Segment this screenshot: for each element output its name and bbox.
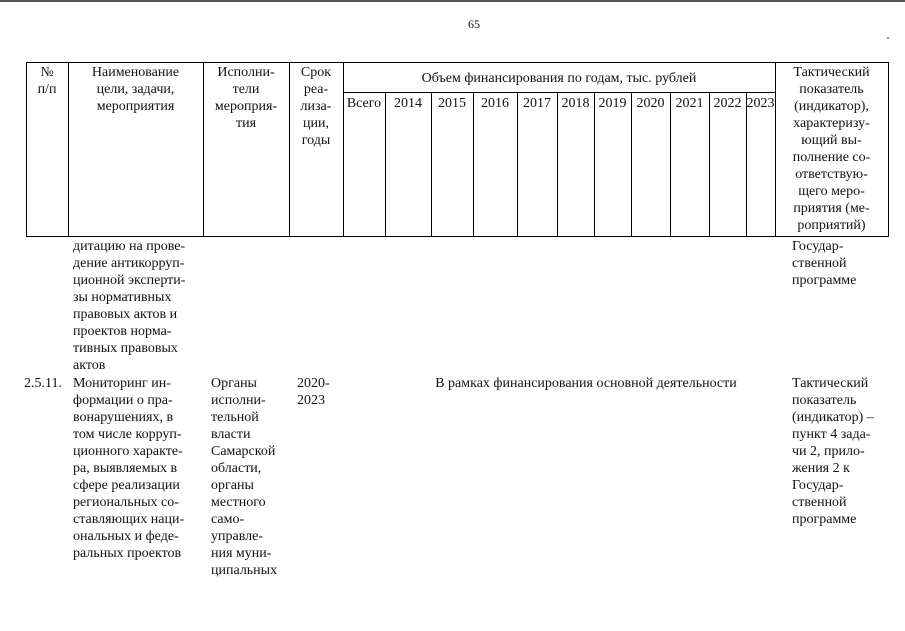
year-2018: 2018: [561, 96, 590, 111]
year-2023: 2023: [746, 96, 775, 111]
year-2016: 2016: [481, 96, 509, 111]
header-indicator: Тактический показатель (индикатор), характеризу- ющий вы- полнение со- ответствую- щего меро- приятия (ме- роприятий): [792, 65, 871, 233]
scan-speck: [887, 37, 889, 39]
year-2017: 2017: [523, 96, 551, 111]
year-2015: 2015: [438, 96, 466, 111]
row-executors: Органы исполни- тельной власти Самарской области, органы местного само- управле- ния муни- ципальных: [211, 376, 278, 578]
row-number: 2.5.11.: [24, 376, 62, 391]
row-indicator: Тактический показатель (индикатор) – пункт 4 зада- чи 2, прило- жения 2 к Государ- ственной программе: [792, 376, 874, 527]
table-header: [26, 62, 889, 237]
header-term: Срок реа- лиза- ции, годы: [300, 65, 332, 148]
page-number: 65: [468, 17, 480, 31]
continued-row-name: дитацию на прове- дение антикорруп- ционной эксперти- зы нормативных правовых актов и проектов норма- тивных правовых актов: [73, 239, 186, 373]
year-2020: 2020: [636, 96, 665, 111]
header-number: № п/п: [37, 65, 57, 97]
year-2022: 2022: [713, 96, 742, 111]
page-top-border: [0, 0, 905, 2]
year-2019: 2019: [598, 96, 627, 111]
year-2021: 2021: [675, 96, 704, 111]
header-funding: Объем финансирования по годам, тыс. рублей: [421, 71, 697, 86]
row-term: 2020- 2023: [297, 376, 330, 408]
year-total: Всего: [346, 96, 382, 111]
continued-row-indicator: Государ- ственной программе: [792, 239, 857, 288]
header-executors: Исполни- тели мероприя- тия: [214, 65, 278, 131]
row-name: Мониторинг ин- формации о пра- вонарушениях, в том числе корруп- ционного характе- ра, выявляемых в сфере реализации региональных со- ставляющих наци- ональных и феде- ральных проектов: [73, 376, 185, 561]
year-2014: 2014: [394, 96, 422, 111]
header-name: Наименование цели, задачи, мероприятия: [91, 65, 180, 114]
row-funding-note: В рамках финансирования основной деятельности: [435, 376, 737, 391]
